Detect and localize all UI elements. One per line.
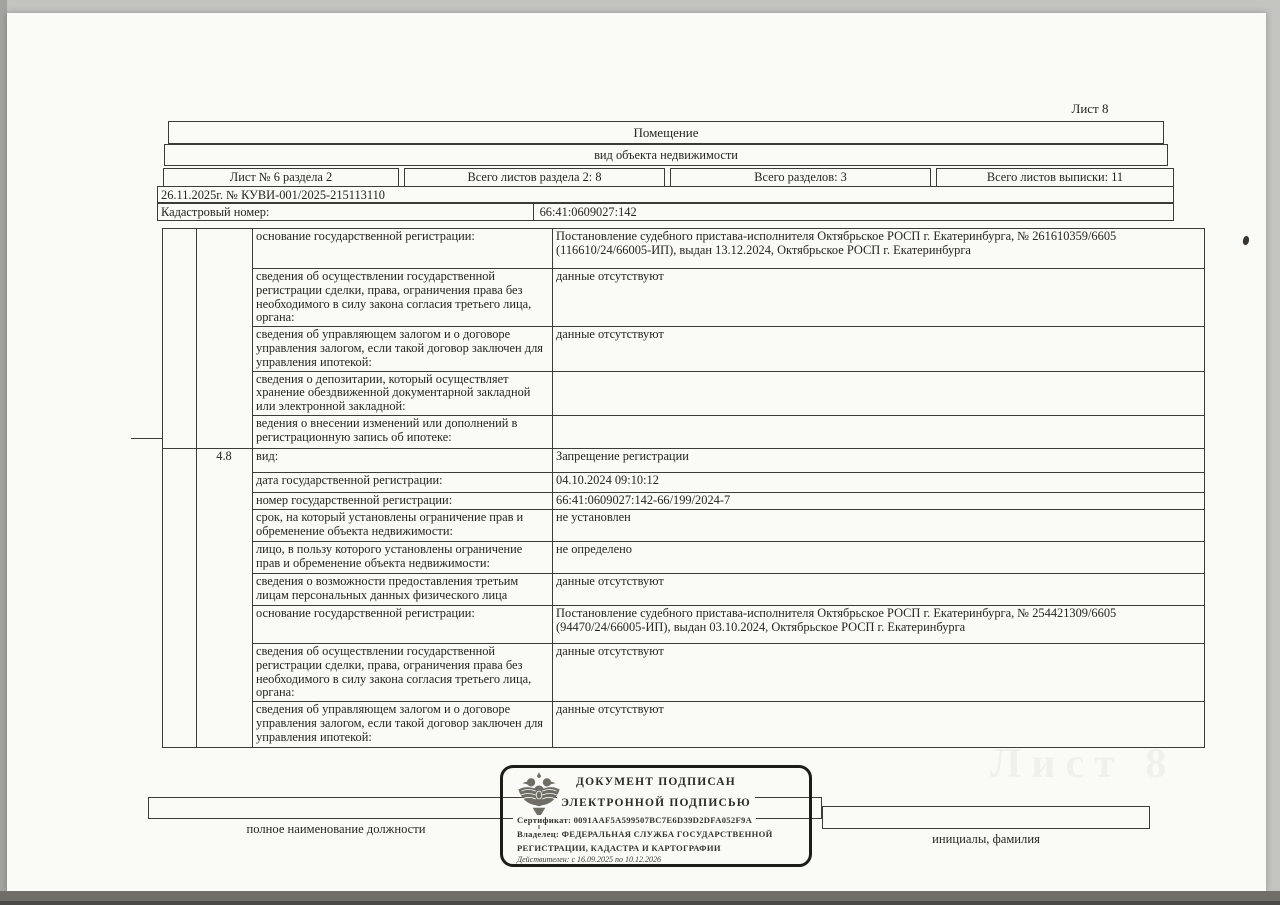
cadastral-number-label-cell: Кадастровый номер: bbox=[157, 203, 534, 221]
signature-caption-name: инициалы, фамилия bbox=[932, 832, 1040, 846]
table-row bbox=[163, 415, 1205, 448]
register-records-table bbox=[162, 228, 1205, 748]
row-value: не установлен bbox=[553, 509, 1205, 541]
record-number-cell-empty bbox=[197, 229, 253, 449]
signature-caption-position: полное наименование должности bbox=[246, 822, 426, 836]
row-label: ведения о внесении изменений или дополнений в регистрационную запись об ипотеке: bbox=[253, 415, 553, 448]
stamp-owner-line2: РЕГИСТРАЦИИ, КАДАСТРА И КАРТОГРАФИИ bbox=[513, 843, 725, 853]
table-row bbox=[163, 643, 1205, 701]
scan-edge-left bbox=[0, 0, 7, 905]
row-value bbox=[553, 415, 1205, 448]
table-row bbox=[163, 448, 1205, 472]
row-value: данные отсутствуют bbox=[553, 573, 1205, 605]
stamp-title-line2: ЭЛЕКТРОННОЙ ПОДПИСЬЮ bbox=[503, 797, 809, 809]
table-row bbox=[163, 573, 1205, 605]
row-value: Постановление судебного пристава-исполнителя Октябрьское РОСП г. Екатеринбурга, № 254421309/6605 (94470/24/66005-ИП), выдан 03.10.2024, Октябрьское РОСП г. Екатеринбурга bbox=[553, 605, 1205, 643]
row-value bbox=[553, 371, 1205, 415]
row-label: основание государственной регистрации: bbox=[253, 229, 553, 269]
row-value: 66:41:0609027:142-66/199/2024-7 bbox=[553, 492, 1205, 509]
row-label: сведения о возможности предоставления третьим лицам персональных данных физического лица bbox=[253, 573, 553, 605]
row-label: вид: bbox=[253, 448, 553, 472]
row-value: Запрещение регистрации bbox=[553, 448, 1205, 472]
digital-signature-stamp bbox=[500, 765, 812, 867]
stamp-owner-line1: Владелец: ФЕДЕРАЛЬНАЯ СЛУЖБА ГОСУДАРСТВЕННОЙ bbox=[513, 829, 777, 839]
row-label: сведения об осуществлении государственной регистрации сделки, права, ограничения права без необходимого в силу закона согласия третьего лица, органа: bbox=[253, 643, 553, 701]
table-row bbox=[163, 229, 1205, 269]
bleedthrough-watermark: Лист 8 bbox=[990, 741, 1177, 787]
sheet-info-cell-1: Лист № 6 раздела 2 bbox=[163, 168, 399, 187]
object-type-caption-cell: вид объекта недвижимости bbox=[164, 144, 1168, 166]
section-boundary-line bbox=[131, 438, 162, 439]
table-row bbox=[163, 327, 1205, 371]
sheet-info-cell-4: Всего листов выписки: 11 bbox=[936, 168, 1174, 187]
sheet-info-cell-3: Всего разделов: 3 bbox=[670, 168, 931, 187]
row-label: номер государственной регистрации: bbox=[253, 492, 553, 509]
row-value: Постановление судебного пристава-исполнителя Октябрьское РОСП г. Екатеринбурга, № 261610359/6605 (116610/24/66005-ИП), выдан 13.12.2024, Октябрьское РОСП г. Екатеринбурга bbox=[553, 229, 1205, 269]
row-label: сведения об управляющем залогом и о договоре управления залогом, если такой договор заключен для управления ипотекой: bbox=[253, 327, 553, 371]
table-row bbox=[163, 269, 1205, 327]
edge-column-cell bbox=[163, 448, 197, 747]
stamp-title-line1: ДОКУМЕНТ ПОДПИСАН bbox=[503, 776, 809, 788]
scan-edge-bottom-shadow bbox=[0, 901, 1280, 905]
row-value: данные отсутствуют bbox=[553, 702, 1205, 748]
row-label: основание государственной регистрации: bbox=[253, 605, 553, 643]
sheet-info-cell-2: Всего листов раздела 2: 8 bbox=[404, 168, 665, 187]
row-label: дата государственной регистрации: bbox=[253, 472, 553, 492]
object-type-cell: Помещение bbox=[168, 121, 1164, 144]
statement-date-number-cell: 26.11.2025г. № КУВИ-001/2025-215113110 bbox=[157, 186, 1174, 203]
row-value: данные отсутствуют bbox=[553, 643, 1205, 701]
row-value: 04.10.2024 09:10:12 bbox=[553, 472, 1205, 492]
signature-box-name bbox=[822, 806, 1150, 829]
row-label: сведения об управляющем залогом и о договоре управления залогом, если такой договор заключен для управления ипотекой: bbox=[253, 702, 553, 748]
table-row bbox=[163, 472, 1205, 492]
table-row bbox=[163, 605, 1205, 643]
row-value: не определено bbox=[553, 541, 1205, 573]
row-label: сведения об осуществлении государственной регистрации сделки, права, ограничения права без необходимого в силу закона согласия третьего лица, органа: bbox=[253, 269, 553, 327]
stamp-validity-line: Действителен: с 16.09.2025 по 10.12.2026 bbox=[513, 855, 665, 864]
row-value: данные отсутствуют bbox=[553, 327, 1205, 371]
table-row bbox=[163, 492, 1205, 509]
row-value: данные отсутствуют bbox=[553, 269, 1205, 327]
record-number-cell: 4.8 bbox=[197, 448, 253, 747]
table-row bbox=[163, 509, 1205, 541]
table-row bbox=[163, 541, 1205, 573]
cadastral-number-value-cell: 66:41:0609027:142 bbox=[533, 203, 1174, 221]
edge-column-cell bbox=[163, 229, 197, 449]
sheet-number: Лист 8 bbox=[1071, 101, 1109, 116]
row-label: срок, на который установлены ограничение прав и обременение объекта недвижимости: bbox=[253, 509, 553, 541]
stamp-certificate-line: Сертификат: 0091AAF5A599507BC7E6D39D2DFA052F9A bbox=[513, 815, 756, 825]
row-label: лицо, в пользу которого установлены ограничение прав и обременение объекта недвижимости: bbox=[253, 541, 553, 573]
table-row bbox=[163, 702, 1205, 748]
row-label: сведения о депозитарии, который осуществляет хранение обездвиженной документарной закладной или электронной закладной: bbox=[253, 371, 553, 415]
table-row bbox=[163, 371, 1205, 415]
